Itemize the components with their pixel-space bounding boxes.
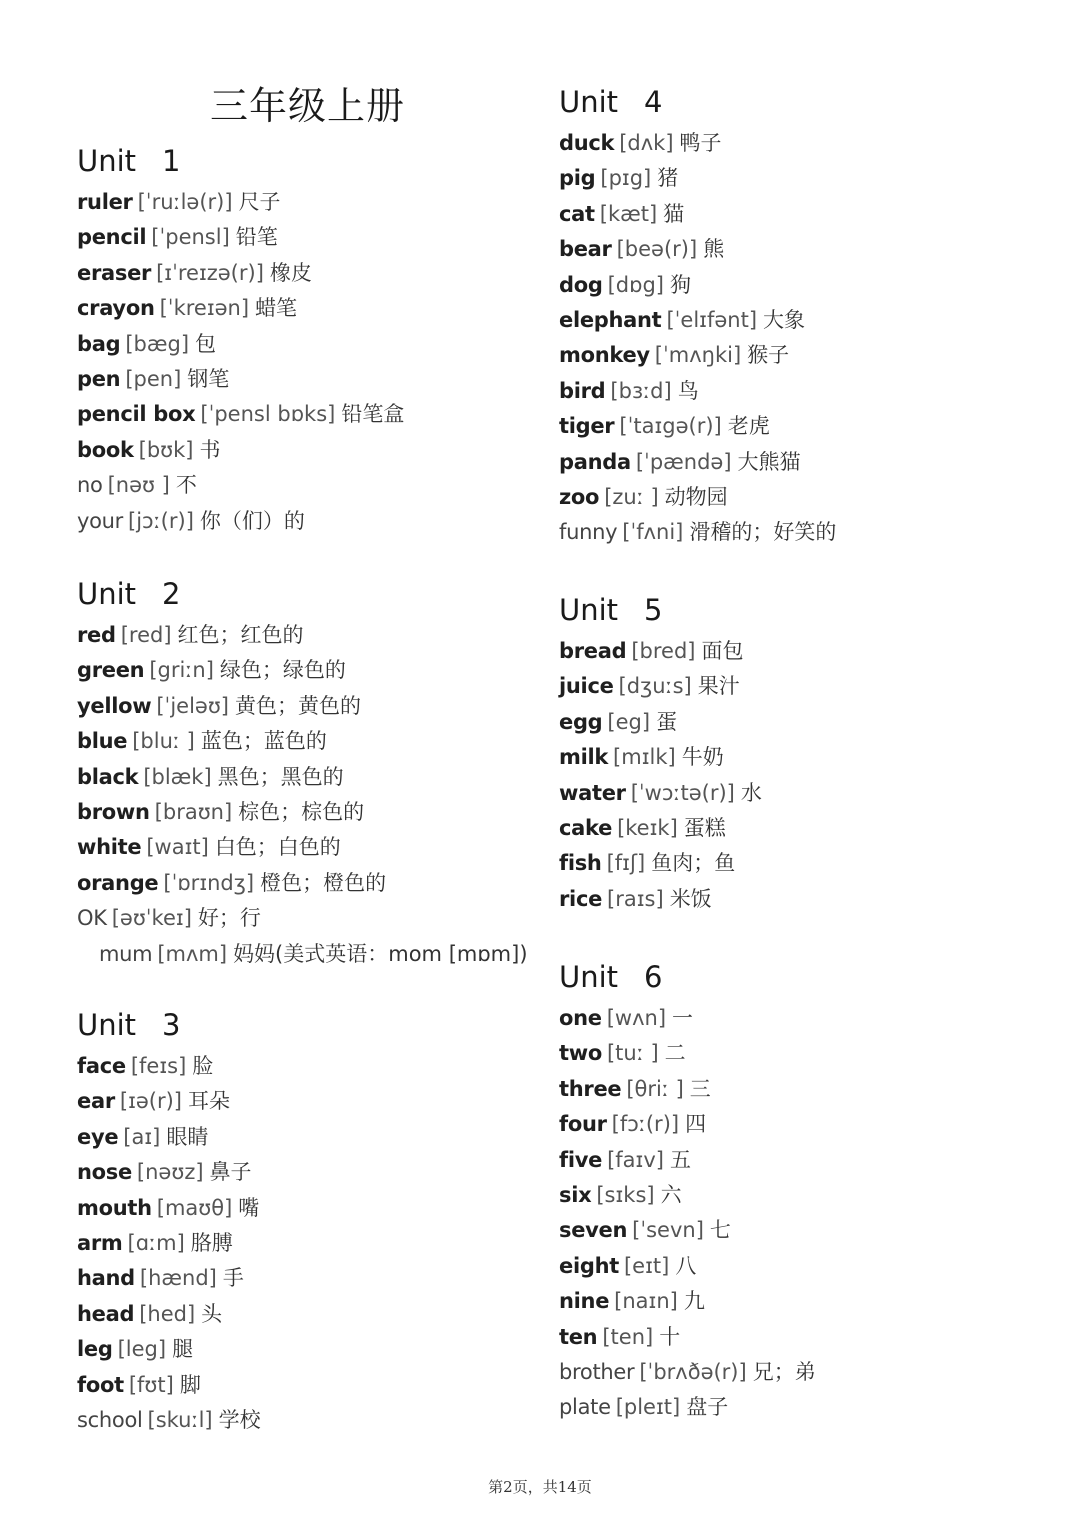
vocab-entry — [77, 1049, 261, 1084]
vocab-word: elephant — [559, 307, 662, 332]
vocab-meaning: 兄；弟 — [752, 1359, 816, 1384]
vocab-phonetic: [ten] — [602, 1324, 654, 1349]
vocab-phonetic: [zuː ] — [604, 484, 659, 509]
vocab-meaning: 蜡笔 — [255, 296, 298, 321]
vocab-meaning: 蛋糕 — [683, 815, 726, 840]
vocab-word: mum — [99, 941, 153, 966]
vocab-meaning: 猴子 — [747, 343, 790, 368]
vocab-word: fish — [559, 851, 602, 876]
vocab-word: funny — [559, 520, 618, 545]
vocab-entry — [77, 653, 528, 688]
vocab-phonetic: [nəʊ ] — [107, 473, 170, 498]
vocab-meaning: 大象 — [763, 307, 806, 332]
vocab-meaning: 脸 — [192, 1054, 214, 1078]
vocab-word: juice — [559, 674, 614, 699]
vocab-meaning: 蛋 — [656, 709, 678, 734]
vocab-entry — [77, 256, 404, 291]
unit-number: 2 — [162, 577, 181, 611]
vocab-word: red — [77, 623, 116, 647]
vocab-meaning: 钢笔 — [187, 366, 230, 391]
vocab-word: zoo — [559, 484, 600, 509]
vocab-meaning: 尺子 — [238, 190, 281, 214]
vocab-word: head — [77, 1301, 135, 1326]
vocab-entry — [77, 937, 528, 972]
unit-2-section — [77, 570, 528, 972]
unit-heading — [77, 1001, 261, 1049]
vocab-phonetic: [bluː ] — [132, 729, 195, 754]
vocab-entry — [77, 618, 528, 653]
vocab-entry — [559, 1143, 816, 1178]
vocab-word: orange — [77, 870, 159, 895]
unit-number: 5 — [644, 593, 663, 627]
unit-label: Unit — [77, 1008, 137, 1042]
vocab-entry — [559, 846, 762, 881]
vocab-word: milk — [559, 745, 609, 770]
vocab-meaning: 三 — [689, 1076, 711, 1101]
vocab-phonetic: [ˈsevn] — [632, 1218, 704, 1243]
vocab-meaning: 铅笔 — [235, 225, 278, 250]
vocab-meaning: 书 — [199, 437, 221, 462]
vocab-word: green — [77, 658, 145, 683]
vocab-meaning: 熊 — [703, 237, 725, 262]
vocab-word: yellow — [77, 693, 152, 718]
vocab-phonetic: [dʌk] — [619, 131, 674, 155]
vocab-phonetic: [jɔː(r)] — [128, 508, 194, 533]
vocab-phonetic: [waɪt] — [146, 835, 209, 860]
vocab-meaning: 动物园 — [664, 484, 728, 509]
vocab-phonetic: [mɪlk] — [613, 745, 676, 770]
vocab-meaning: 水 — [740, 780, 762, 805]
vocab-meaning: 铅笔盒 — [341, 402, 405, 427]
vocab-entry — [77, 1261, 261, 1296]
vocab-word: leg — [77, 1337, 113, 1362]
vocab-phonetic: [griːn] — [149, 658, 214, 683]
vocab-entry — [559, 268, 836, 303]
vocab-phonetic: [ˈmʌŋki] — [654, 343, 742, 368]
vocab-word: bear — [559, 237, 612, 262]
vocab-phonetic: [dɒg] — [607, 272, 664, 297]
vocab-entry — [559, 634, 762, 669]
vocab-meaning: 猪 — [657, 166, 679, 191]
vocab-phonetic: [kæt] — [599, 201, 658, 226]
vocab-phonetic: [braʊn] — [154, 799, 233, 824]
vocab-entry — [559, 811, 762, 846]
vocab-word: monkey — [559, 343, 650, 368]
vocab-meaning: 鼻子 — [209, 1160, 252, 1185]
page-title: 三年级上册 — [210, 84, 406, 128]
vocab-entry — [77, 468, 404, 503]
vocab-phonetic: [bʊk] — [138, 437, 194, 462]
vocab-meaning: 腿 — [172, 1337, 194, 1362]
vocab-meaning: 橙色；橙色的 — [260, 870, 387, 895]
vocab-word: eight — [559, 1253, 619, 1278]
vocab-phonetic: [ˈtaɪgə(r)] — [619, 414, 722, 439]
vocab-word: six — [559, 1182, 592, 1207]
vocab-word: duck — [559, 131, 615, 155]
vocab-word: nine — [559, 1289, 610, 1314]
vocab-meaning: 面包 — [701, 639, 744, 663]
vocab-entry — [77, 1332, 261, 1367]
vocab-phonetic: [ɑːm] — [127, 1230, 185, 1255]
vocab-entry — [77, 1120, 261, 1155]
vocab-meaning: 盘子 — [686, 1395, 729, 1420]
vocab-meaning: 白色；白色的 — [214, 835, 341, 860]
vocab-entry — [77, 1403, 261, 1438]
vocab-entry — [77, 1368, 261, 1403]
vocab-word: plate — [559, 1395, 611, 1420]
vocab-phonetic: [ˈjeləʊ] — [156, 693, 229, 718]
vocab-entry — [77, 1155, 261, 1190]
vocab-entry — [77, 433, 404, 468]
vocab-entry — [77, 397, 404, 432]
vocab-entry — [559, 1249, 816, 1284]
vocab-phonetic: [pɪg] — [600, 166, 652, 191]
vocab-meaning: 四 — [685, 1112, 707, 1137]
vocab-entry — [559, 1284, 816, 1319]
vocab-meaning: 老虎 — [727, 414, 770, 439]
vocab-phonetic: [faɪv] — [607, 1147, 664, 1172]
vocab-phonetic: [pen] — [125, 366, 182, 391]
vocab-word: four — [559, 1112, 607, 1137]
unit-heading — [559, 953, 816, 1001]
vocab-entry — [559, 197, 836, 232]
vocab-entry — [559, 374, 836, 409]
vocab-phonetic: [leg] — [117, 1337, 167, 1362]
vocab-word: ear — [77, 1089, 115, 1114]
vocab-meaning: 棕色；棕色的 — [238, 799, 365, 824]
vocab-entry — [77, 1191, 261, 1226]
unit-heading — [559, 586, 762, 634]
unit-1-section — [77, 137, 404, 539]
vocab-meaning: 红色；红色的 — [177, 623, 304, 647]
vocab-word: bread — [559, 639, 627, 663]
unit-label: Unit — [77, 577, 137, 611]
vocab-meaning: 狗 — [669, 272, 691, 297]
vocab-meaning: 牛奶 — [681, 745, 724, 770]
vocab-word: pen — [77, 366, 121, 391]
vocab-entry — [559, 480, 836, 515]
vocab-word: school — [77, 1407, 143, 1432]
vocab-phonetic: [sɪks] — [596, 1182, 655, 1207]
unit-number: 1 — [162, 144, 181, 178]
vocab-word: arm — [77, 1230, 123, 1255]
unit-heading — [77, 137, 404, 185]
vocab-entry — [559, 740, 762, 775]
vocab-entry — [559, 1320, 816, 1355]
vocab-word: your — [77, 508, 124, 533]
vocab-entry — [559, 1355, 816, 1390]
vocab-phonetic: [bæg] — [125, 331, 190, 356]
vocab-entry — [77, 1084, 261, 1119]
vocab-entry — [559, 705, 762, 740]
vocab-meaning: 蓝色；蓝色的 — [200, 729, 327, 754]
vocab-entry — [77, 866, 528, 901]
vocab-word: five — [559, 1147, 603, 1172]
vocab-entry — [77, 689, 528, 724]
vocab-word: cake — [559, 815, 613, 840]
vocab-phonetic: [wʌn] — [606, 1006, 667, 1030]
vocab-phonetic: [bɜːd] — [610, 378, 672, 403]
vocab-word: hand — [77, 1266, 135, 1291]
vocab-phonetic: [ˈbrʌðə(r)] — [639, 1359, 747, 1384]
vocab-phonetic: [mʌm] — [157, 941, 228, 966]
vocab-meaning: 嘴 — [238, 1195, 260, 1220]
vocab-word: bag — [77, 331, 121, 356]
vocab-word: cat — [559, 201, 595, 226]
vocab-phonetic: [ˈpensl bɒks] — [200, 402, 336, 427]
vocab-entry — [77, 504, 404, 539]
vocab-meaning: 二 — [664, 1041, 686, 1066]
vocab-entry — [77, 724, 528, 759]
vocab-meaning: 橡皮 — [269, 260, 312, 285]
vocab-word: pencil box — [77, 402, 196, 427]
vocab-entry — [559, 882, 762, 917]
vocab-word: mouth — [77, 1195, 152, 1220]
vocab-word: brother — [559, 1359, 635, 1384]
vocab-phonetic: [beə(r)] — [616, 237, 698, 262]
vocab-word: two — [559, 1041, 602, 1066]
vocab-word: book — [77, 437, 134, 462]
vocab-entry — [77, 760, 528, 795]
vocab-meaning: 大熊猫 — [737, 449, 801, 474]
vocab-word: nose — [77, 1160, 132, 1185]
vocab-phonetic: [raɪs] — [607, 886, 664, 911]
vocab-phonetic: [tuː ] — [606, 1041, 659, 1066]
vocab-meaning: 黑色；黑色的 — [217, 764, 344, 789]
vocab-entry — [77, 1226, 261, 1261]
vocab-phonetic: [ɪˈreɪzə(r)] — [156, 260, 264, 285]
vocab-entry — [559, 1213, 816, 1248]
vocab-word: OK — [77, 906, 107, 931]
unit-label: Unit — [77, 144, 137, 178]
vocab-phonetic: [ɪə(r)] — [119, 1089, 183, 1114]
vocab-phonetic: [keɪk] — [617, 815, 678, 840]
unit-number: 6 — [644, 960, 663, 994]
vocab-entry — [559, 161, 836, 196]
vocab-word: eye — [77, 1124, 119, 1149]
vocab-entry — [77, 291, 404, 326]
unit-4-section — [559, 78, 836, 551]
unit-number: 4 — [644, 85, 663, 119]
vocab-meaning: 果汁 — [697, 674, 740, 699]
vocab-meaning: 手 — [222, 1266, 244, 1291]
vocab-phonetic: [ˈelɪfənt] — [666, 307, 758, 332]
vocab-entry — [77, 1297, 261, 1332]
vocab-meaning: 好；行 — [197, 906, 261, 931]
vocab-word: one — [559, 1006, 602, 1030]
vocab-meaning: 六 — [660, 1182, 682, 1207]
vocab-meaning: 头 — [201, 1301, 223, 1326]
unit-label: Unit — [559, 960, 619, 994]
vocab-phonetic: [pleɪt] — [615, 1395, 681, 1420]
vocab-meaning: 绿色；绿色的 — [219, 658, 346, 683]
vocab-entry — [559, 338, 836, 373]
vocab-entry — [559, 515, 836, 550]
vocab-meaning: 胳膊 — [190, 1230, 233, 1255]
vocab-word: rice — [559, 886, 603, 911]
vocab-entry — [559, 669, 762, 704]
unit-label: Unit — [559, 85, 619, 119]
vocab-word: ruler — [77, 190, 133, 214]
vocab-meaning: 一 — [672, 1006, 694, 1030]
vocab-word: black — [77, 764, 139, 789]
vocab-word: white — [77, 835, 142, 860]
vocab-phonetic: [ˈpensl] — [151, 225, 230, 250]
vocab-word: brown — [77, 799, 150, 824]
vocab-phonetic: [blæk] — [143, 764, 212, 789]
vocab-word: no — [77, 473, 103, 498]
vocab-entry — [77, 901, 528, 936]
vocab-word: pig — [559, 166, 596, 191]
vocab-word: seven — [559, 1218, 628, 1243]
vocab-meaning: 不 — [175, 473, 197, 498]
vocab-entry — [77, 830, 528, 865]
vocab-meaning: 妈妈(美式英语：mom [mɒm]) — [233, 941, 528, 966]
vocab-entry — [559, 776, 762, 811]
vocab-phonetic: [maʊθ] — [156, 1195, 233, 1220]
vocab-entry — [77, 220, 404, 255]
vocab-meaning: 猫 — [663, 201, 685, 226]
vocab-entry — [559, 445, 836, 480]
vocab-entry — [559, 1072, 816, 1107]
vocab-phonetic: [bred] — [631, 639, 696, 663]
vocab-word: three — [559, 1076, 622, 1101]
vocab-entry — [559, 232, 836, 267]
vocab-word: panda — [559, 449, 631, 474]
vocab-meaning: 黄色；黄色的 — [235, 693, 361, 718]
vocab-meaning: 包 — [195, 331, 217, 356]
vocab-phonetic: [dʒuːs] — [618, 674, 692, 699]
vocab-meaning: 学校 — [218, 1407, 261, 1432]
vocab-word: blue — [77, 729, 128, 754]
vocab-word: tiger — [559, 414, 615, 439]
vocab-phonetic: [ˈruːlə(r)] — [137, 190, 233, 214]
vocab-word: face — [77, 1054, 126, 1078]
vocab-meaning: 耳朵 — [188, 1089, 231, 1114]
vocab-phonetic: [ˈfʌni] — [622, 520, 684, 545]
vocab-entry — [77, 185, 404, 220]
vocab-word: crayon — [77, 296, 155, 321]
vocab-phonetic: [fɔː(r)] — [611, 1112, 680, 1137]
vocab-entry — [559, 1390, 816, 1425]
vocab-word: ten — [559, 1324, 598, 1349]
unit-heading — [77, 570, 528, 618]
vocab-entry — [77, 362, 404, 397]
vocab-phonetic: [əʊˈkeɪ] — [111, 906, 192, 931]
vocab-phonetic: [hed] — [139, 1301, 196, 1326]
vocab-word: water — [559, 780, 626, 805]
vocab-phonetic: [nəʊz] — [136, 1160, 204, 1185]
vocab-phonetic: [skuːl] — [147, 1407, 213, 1432]
vocab-meaning: 鱼肉；鱼 — [651, 851, 736, 876]
vocab-phonetic: [θriː ] — [626, 1076, 684, 1101]
vocab-phonetic: [eɪt] — [623, 1253, 670, 1278]
vocab-phonetic: [ˈɒrɪndʒ] — [163, 870, 255, 895]
vocab-entry — [559, 126, 836, 161]
vocab-phonetic: [aɪ] — [123, 1124, 161, 1149]
vocab-meaning: 脚 — [179, 1372, 201, 1397]
vocab-word: dog — [559, 272, 603, 297]
unit-number: 3 — [162, 1008, 181, 1042]
vocab-phonetic: [ˈwɔːtə(r)] — [630, 780, 735, 805]
vocab-entry — [77, 795, 528, 830]
vocab-meaning: 鸭子 — [679, 131, 722, 155]
vocab-phonetic: [ˈpændə] — [635, 449, 732, 474]
unit-6-section — [559, 953, 816, 1426]
vocab-entry — [559, 409, 836, 444]
vocab-phonetic: [naɪn] — [614, 1289, 678, 1314]
vocab-word: egg — [559, 709, 603, 734]
page-number-footer: 第2页，共14页 — [488, 1478, 592, 1496]
vocab-phonetic: [hænd] — [139, 1266, 217, 1291]
vocab-meaning: 八 — [675, 1253, 697, 1278]
vocab-entry — [559, 1178, 816, 1213]
vocab-word: bird — [559, 378, 606, 403]
vocab-entry — [559, 1107, 816, 1142]
vocab-entry — [559, 303, 836, 338]
vocab-meaning: 十 — [659, 1324, 681, 1349]
vocab-phonetic: [fʊt] — [128, 1372, 174, 1397]
vocab-phonetic: [ˈkreɪən] — [159, 296, 250, 321]
vocab-meaning: 鸟 — [677, 378, 699, 403]
vocab-word: eraser — [77, 260, 152, 285]
vocab-entry — [77, 327, 404, 362]
vocab-word: foot — [77, 1372, 124, 1397]
vocab-meaning: 米饭 — [669, 886, 712, 911]
vocab-entry — [559, 1001, 816, 1036]
unit-5-section — [559, 586, 762, 917]
vocab-phonetic: [eg] — [607, 709, 651, 734]
vocab-phonetic: [fɪʃ] — [606, 851, 646, 876]
vocab-meaning: 你（们）的 — [199, 508, 305, 533]
unit-3-section — [77, 1001, 261, 1438]
vocab-meaning: 滑稽的；好笑的 — [689, 520, 837, 545]
vocab-entry — [559, 1036, 816, 1071]
vocab-meaning: 五 — [669, 1147, 691, 1172]
unit-heading — [559, 78, 836, 126]
vocab-meaning: 七 — [709, 1218, 731, 1243]
unit-label: Unit — [559, 593, 619, 627]
vocab-meaning: 九 — [683, 1289, 705, 1314]
vocab-phonetic: [feɪs] — [130, 1054, 187, 1078]
vocab-meaning: 眼睛 — [166, 1124, 209, 1149]
vocab-word: pencil — [77, 225, 147, 250]
vocab-phonetic: [red] — [120, 623, 172, 647]
